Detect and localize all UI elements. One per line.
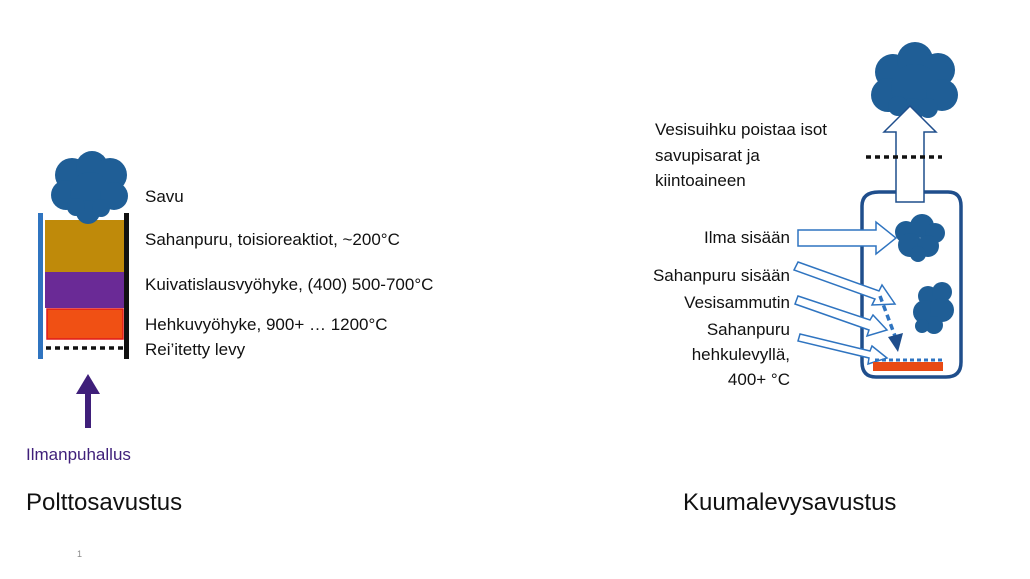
slide-number: 1	[77, 549, 83, 559]
hot-plate-label-line-1: Sahanpuru	[706, 320, 790, 339]
right-caption: Kuumalevysavustus	[683, 489, 897, 516]
label-vesi: Vesisammutin	[684, 293, 790, 312]
smoke-generator	[38, 151, 129, 359]
spray-label-line-2: savupisarat ja	[655, 146, 760, 165]
label-sahanpuru-in: Sahanpuru sisään	[652, 266, 790, 285]
air-blow-arrow-icon	[76, 374, 100, 428]
left-post	[38, 213, 43, 359]
spray-label-line-1: Vesisuihku poistaa isot	[655, 120, 827, 139]
smoke-cloud-icon	[51, 151, 128, 224]
exhaust-arrow-icon	[884, 106, 936, 202]
air-blow-label: Ilmanpuhallus	[26, 445, 131, 464]
label-ilma: Ilma sisään	[704, 228, 790, 247]
left-caption: Polttosavustus	[26, 489, 183, 516]
right-post	[124, 213, 129, 359]
label-sahanpuru: Sahanpuru, toisioreaktiot, ~200°C	[145, 230, 400, 249]
label-kuivatus: Kuivatislausvyöhyke, (400) 500-700°C	[145, 275, 434, 294]
hot-plate-label-line-2: hehkulevyllä,	[691, 345, 790, 364]
dry-distillation-layer	[45, 272, 125, 308]
hot-plate-label-line-3: 400+ °C	[727, 370, 790, 389]
label-hehku: Hehkuvyöhyke, 900+ … 1200°C	[145, 315, 388, 334]
air-in-arrow-icon	[798, 222, 896, 254]
sawdust-layer	[45, 220, 125, 272]
label-levy: Rei’itetty levy	[145, 340, 246, 359]
spray-label-line-3: kiintoaineen	[655, 171, 746, 190]
glow-zone-layer	[47, 309, 123, 339]
hot-plate	[873, 362, 943, 371]
label-savu: Savu	[145, 187, 184, 206]
